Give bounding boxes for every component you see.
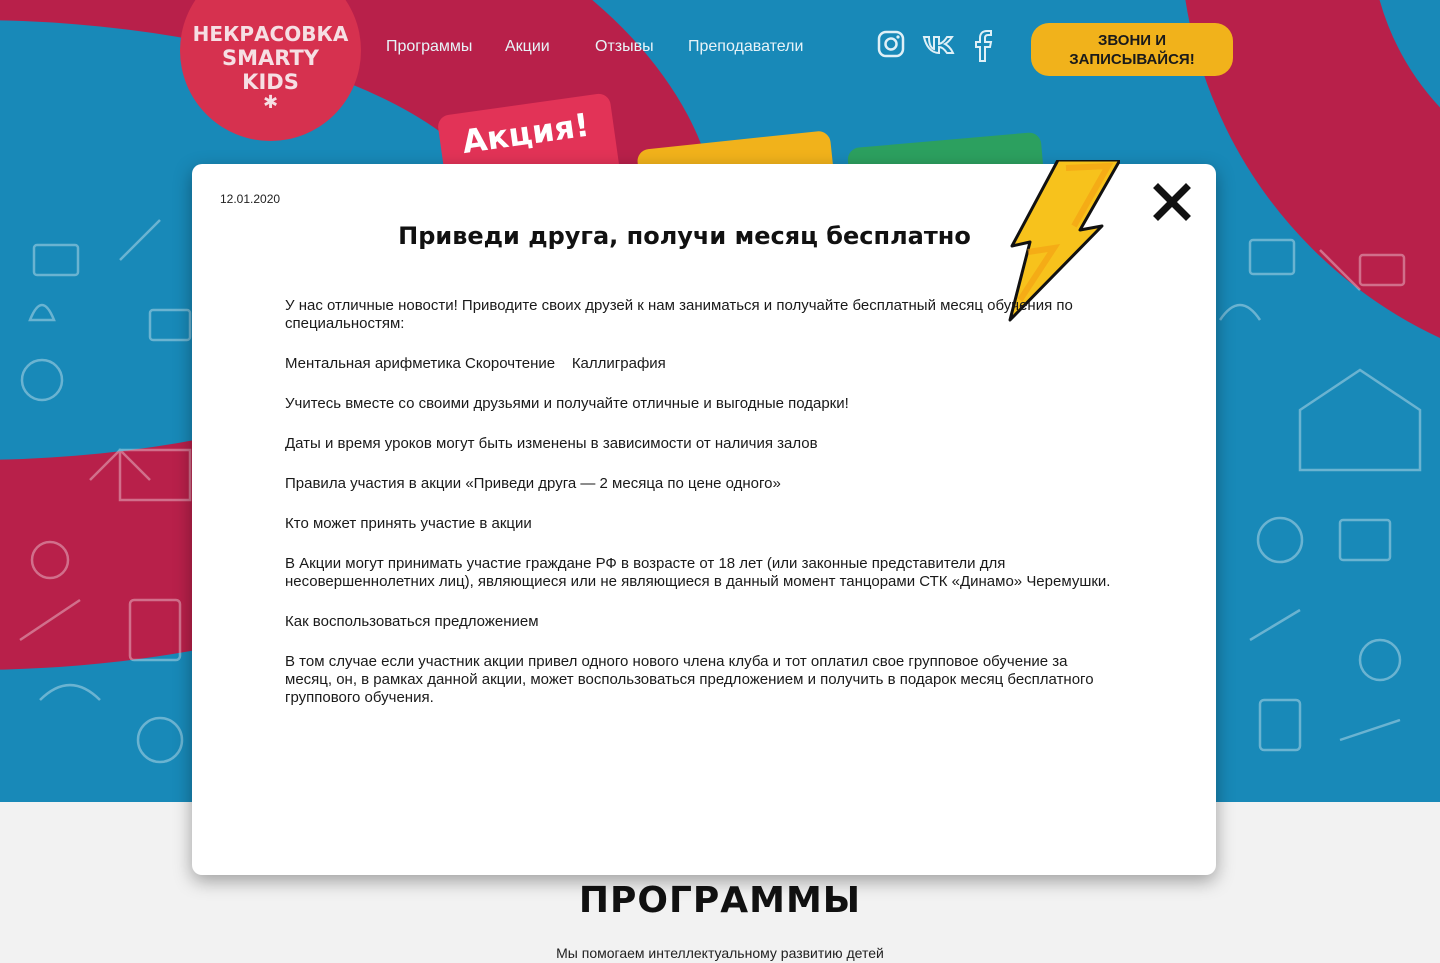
promo-modal (192, 164, 1216, 875)
promo-paragraph: Кто может принять участие в акции (285, 515, 532, 532)
logo-asterisk: ✱ (262, 92, 279, 113)
promo-paragraph: Как воспользоваться предложением (285, 613, 539, 630)
call-signup-button[interactable] (1031, 23, 1233, 76)
promo-paragraph: Учитесь вместе со своими друзьями и получайте отличные и выгодные подарки! (285, 395, 849, 412)
promo-paragraph: Даты и время уроков могут быть изменены в зависимости от наличия залов (285, 435, 818, 452)
logo-line-1: НЕКРАСОВКА (192, 22, 349, 46)
instagram-icon[interactable] (877, 30, 905, 58)
promo-title: Приведи друга, получи месяц бесплатно (398, 222, 971, 250)
promo-body (285, 297, 1115, 729)
promo-paragraph: Правила участия в акции «Приведи друга — 2 месяца по цене одного» (285, 475, 781, 492)
promo-paragraph: В том случае если участник акции привел одного нового члена клуба и тот оплатил свое групповое обучение за месяц, он, в рамках данной акции, может воспользоваться предложением и получить в подарок месяц бесплатного группового обучения. (285, 653, 1094, 706)
logo-line-2: SMARTY (221, 46, 320, 70)
nav-item-promotions[interactable]: Акции (505, 38, 550, 55)
programs-subtitle: Мы помогаем интеллектуальному развитию детей (556, 945, 884, 961)
facebook-icon[interactable] (971, 30, 993, 62)
close-icon[interactable] (1152, 182, 1192, 222)
promo-paragraph: У нас отличные новости! Приводите своих друзей к нам заниматься и получайте бесплатный месяц обучения по специальностям: (285, 297, 1073, 332)
promo-paragraph: Ментальная арифметика Скорочтение Каллиграфия (285, 355, 666, 372)
promo-date: 12.01.2020 (220, 192, 281, 206)
programs-heading: ПРОГРАММЫ (578, 880, 862, 921)
cta-line-2: ЗАПИСЫВАЙСЯ! (1069, 51, 1195, 68)
nav-item-programs[interactable]: Программы (386, 38, 473, 55)
nav-item-reviews[interactable]: Отзывы (595, 38, 654, 55)
cta-line-1: ЗВОНИ И (1097, 32, 1167, 49)
promo-tag-label: Акция! (459, 105, 592, 162)
nav-item-teachers[interactable]: Преподаватели (688, 38, 804, 55)
logo-line-3: KIDS (242, 70, 299, 94)
vk-icon[interactable] (922, 34, 956, 56)
promo-paragraph: В Акции могут принимать участие граждане РФ в возрасте от 18 лет (или законные представители для несовершеннолетних лиц), являющиеся или не являющиеся в данный момент танцорами СТК «Динамо» Черемушки. (285, 555, 1111, 590)
